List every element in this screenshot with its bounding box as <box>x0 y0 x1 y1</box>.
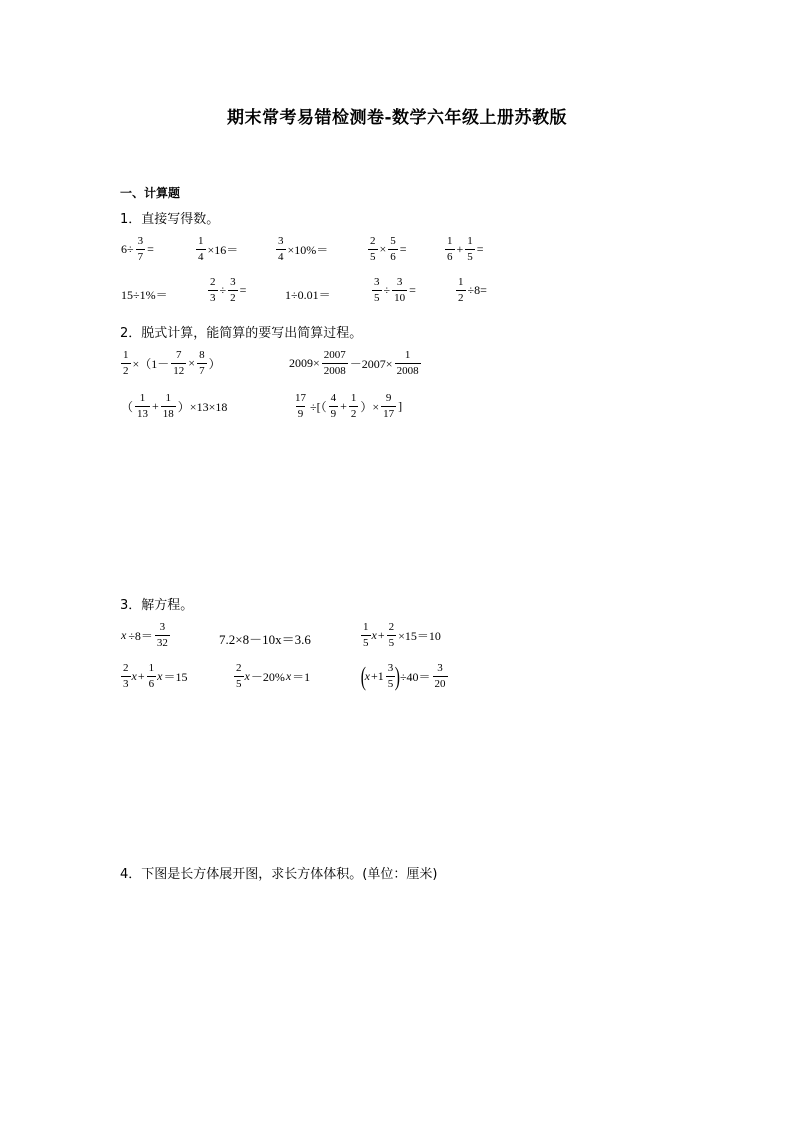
page-title: 期末常考易错检测卷-数学六年级上册苏教版 <box>226 108 568 128</box>
q2-expression-3: （ $\frac{1}{13}$ + $\frac{1}{18}$ ）×13×18 <box>121 392 228 420</box>
q1-item-8: 1÷0.01＝ <box>285 288 331 302</box>
q1-item-10: $\frac{1}{2}$ ÷8= <box>458 276 487 304</box>
q1-item-9: $\frac{3}{5}$ ÷ $\frac{3}{10}$ = <box>374 276 416 304</box>
q1-item-6: 15÷1%＝ <box>121 288 168 302</box>
q3-equation-2: 7.2×8－10x＝3.6 <box>219 632 311 647</box>
question-2-label: 2．脱式计算，能简算的要写出简算过程。 <box>120 326 363 341</box>
q2-expression-4: $\frac{17}{9}$ ÷[（ $\frac{4}{9}$ + $\frac{1}{2}$ ）× $\frac{9}{17}$ ] <box>295 392 403 420</box>
q1-item-4: $\frac{2}{5}$ × $\frac{5}{6}$ = <box>370 235 407 263</box>
section-heading-calculation: 一、计算题 <box>120 186 181 200</box>
question-4-label: 4．下图是长方体展开图，求长方体体积。(单位：厘米) <box>120 867 438 882</box>
q1-item-5: $\frac{1}{6}$ + $\frac{1}{5}$ = <box>447 235 484 263</box>
q2-expression-2: 2009× $\frac{2007}{2008}$ －2007× $\frac{1}{2008}$ <box>289 349 419 377</box>
q3-equation-5: $\frac{2}{5}$ x －20% x ＝1 <box>236 662 311 690</box>
q1-item-3: $\frac{3}{4}$ ×10%＝ <box>278 235 329 263</box>
question-3-label: 3．解方程。 <box>120 598 194 613</box>
q3-equation-6: ( x +1 $\frac{3}{5}$ ) ÷40＝ $\frac{3}{20}$ <box>360 661 446 691</box>
q1-item-1: 6÷ $\frac{3}{7}$ = <box>121 235 154 263</box>
q3-equation-1: x ÷8＝ $\frac{3}{32}$ <box>121 621 168 649</box>
q1-item-7: $\frac{2}{3}$ ÷ $\frac{3}{2}$ = <box>210 276 247 304</box>
q3-equation-3: $\frac{1}{5}$ x + $\frac{2}{5}$ ×15＝10 <box>363 621 441 649</box>
q1-item-2: $\frac{1}{4}$ ×16＝ <box>198 235 239 263</box>
q3-equation-4: $\frac{2}{3}$ x + $\frac{1}{6}$ x ＝15 <box>123 662 188 690</box>
question-1-label: 1．直接写得数。 <box>120 212 220 227</box>
q2-expression-1: $\frac{1}{2}$ ×（1－ $\frac{7}{12}$ × $\frac{8}{7}$ ） <box>123 349 221 377</box>
